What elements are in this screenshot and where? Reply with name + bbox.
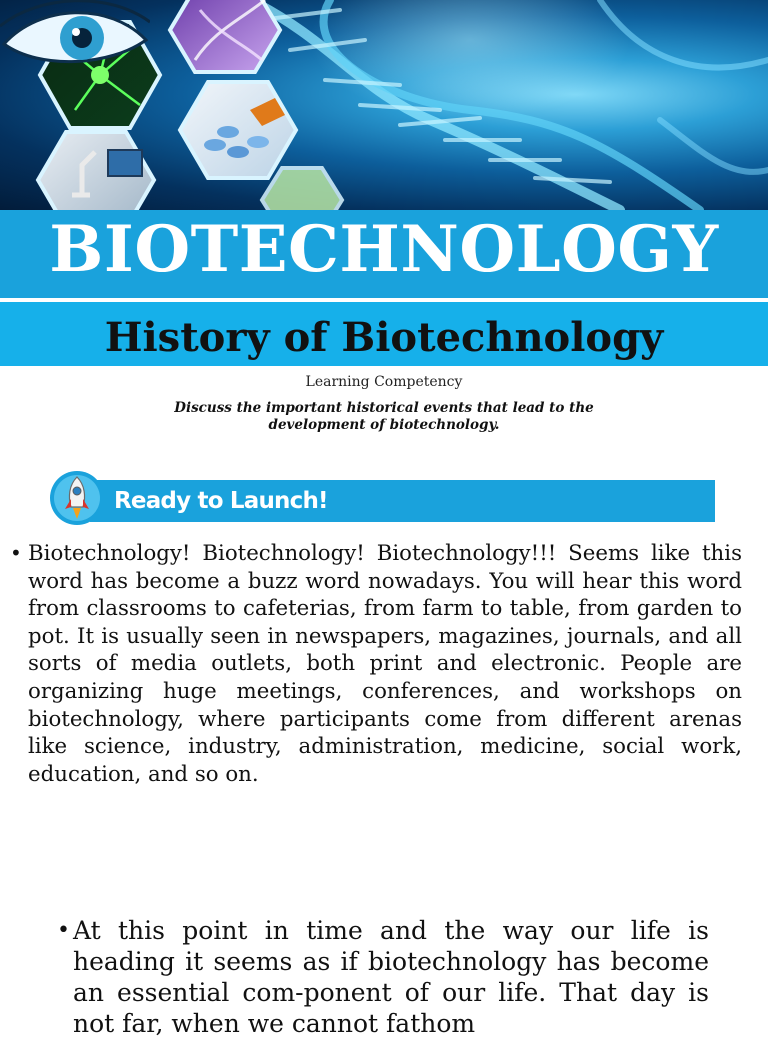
page-title: BIOTECHNOLOGY [49,212,719,287]
pills-image [180,82,296,178]
paragraph-1: Biotechnology! Biotechnology! Biotechnology!!! Seems like this word has become a buzz word nowadays. You will hear this word from classrooms to cafeterias, from farm to table, from garden to pot. It is usually seen in newspapers, magazines, journals, and all sorts of media outlets, both print and electronic. People are organizing huge meetings, conferences, and workshops on biotechnology, where participants come from different arenas like science, industry, administration, medicine, social work, education, and so on. [28,541,742,787]
bullet-marker: • [57,918,70,943]
human-eye-image [0,0,150,70]
competency-text: Discuss the important historical events that lead to the development of biotechnology. [174,400,594,433]
page-subtitle: History of Biotechnology [104,314,664,361]
competency-label: Learning Competency [305,374,463,390]
microscope-computer-image [38,132,154,210]
paragraph-2: At this point in time and the way our life is heading it seems as if biotechnology has become an essential com-ponent of our life. That day is not far, when we cannot fathom [73,916,709,1038]
extra-hex-image [262,168,342,210]
header-banner [0,0,768,210]
dna-helix-image [170,0,280,72]
bullet-marker: • [10,541,22,565]
section-title: Ready to Launch! [114,488,328,514]
rocket-icon [49,467,105,529]
